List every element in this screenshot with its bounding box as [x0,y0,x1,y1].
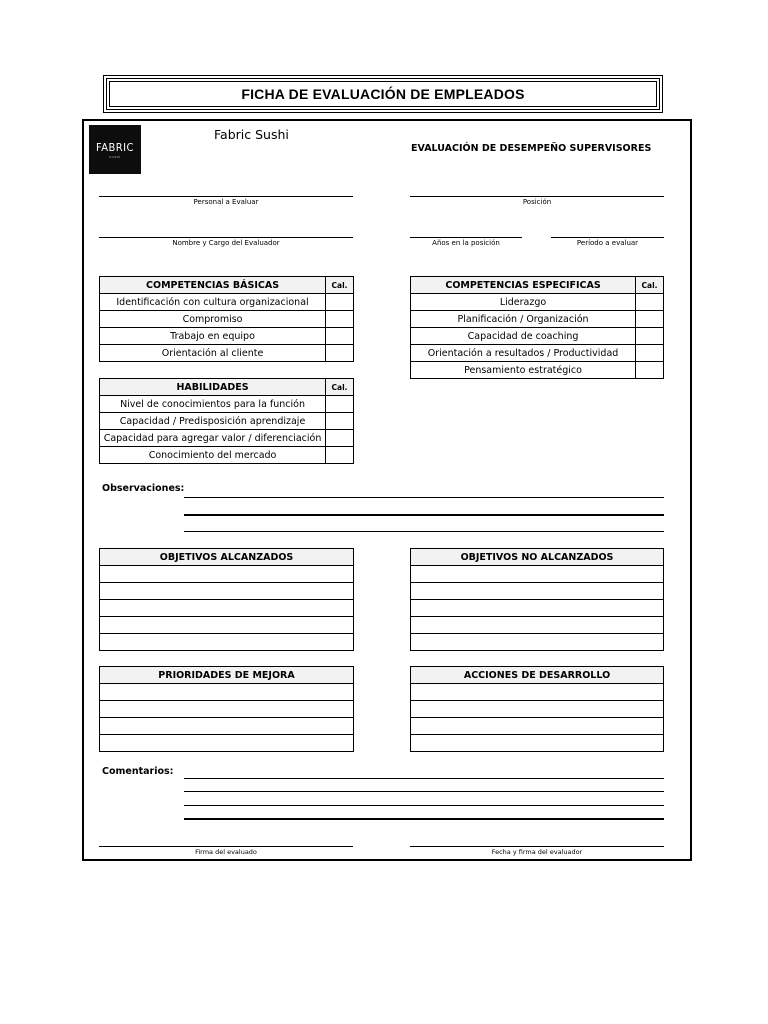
objective-entry[interactable] [100,583,354,600]
objective-entry[interactable] [100,566,354,583]
objective-entry[interactable] [411,600,664,617]
score-cell[interactable] [636,345,664,362]
table-row [411,684,664,701]
signature-evaluated-line[interactable] [99,846,353,847]
improvement-priorities-table [99,666,354,752]
skills-header: HABILIDADES [100,379,326,396]
objective-entry[interactable] [411,634,664,651]
table-row [100,396,354,413]
score-cell[interactable] [636,294,664,311]
years-line[interactable] [410,237,522,238]
competency-label: Compromiso [100,311,326,328]
table-row [411,583,664,600]
objectives-met-header: OBJETIVOS ALCANZADOS [100,549,354,566]
observations-line[interactable] [184,531,664,532]
table-row [411,362,664,379]
objective-entry[interactable] [411,583,664,600]
observations-line[interactable] [184,514,664,516]
competency-label: Identificación con cultura organizacional [100,294,326,311]
table-row [411,701,664,718]
table-row [411,617,664,634]
action-entry[interactable] [411,735,664,752]
table-row [100,735,354,752]
improvement-priorities-header: PRIORIDADES DE MEJORA [100,667,354,684]
objective-entry[interactable] [100,600,354,617]
signature-evaluated-label: Firma del evaluado [195,848,257,856]
table-row [411,311,664,328]
personal-label: Personal a Evaluar [193,198,259,206]
table-row [100,617,354,634]
position-line[interactable] [410,196,664,197]
objective-entry[interactable] [100,634,354,651]
observations-label: Observaciones: [102,483,185,494]
logo-subtext: SUSHI [109,154,121,159]
company-logo [89,125,141,174]
specific-competencies-table [410,276,664,379]
years-label: Años en la posición [432,239,500,247]
table-row [100,701,354,718]
development-actions-header: ACCIONES DE DESARROLLO [411,667,664,684]
skill-label: Capacidad / Predisposición aprendizaje [100,413,326,430]
competency-label: Trabajo en equipo [100,328,326,345]
priority-entry[interactable] [100,735,354,752]
cal-header: Cal. [326,277,354,294]
score-cell[interactable] [326,311,354,328]
table-row [411,566,664,583]
basic-competencies-table [99,276,354,362]
table-row [100,684,354,701]
table-row [100,413,354,430]
cal-header: Cal. [636,277,664,294]
specific-competencies-header: COMPETENCIAS ESPECIFICAS [411,277,636,294]
table-row [100,583,354,600]
form-title-box [103,75,663,113]
score-cell[interactable] [326,294,354,311]
competency-label: Planificación / Organización [411,311,636,328]
signature-evaluator-line[interactable] [410,846,664,847]
score-cell[interactable] [326,345,354,362]
score-cell[interactable] [636,328,664,345]
table-row [411,718,664,735]
table-row [100,328,354,345]
score-cell[interactable] [326,447,354,464]
table-row [100,311,354,328]
action-entry[interactable] [411,718,664,735]
table-row [411,600,664,617]
action-entry[interactable] [411,684,664,701]
priority-entry[interactable] [100,701,354,718]
comments-line[interactable] [184,805,664,806]
period-line[interactable] [551,237,664,238]
evaluator-label: Nombre y Cargo del Evaluador [172,239,280,247]
score-cell[interactable] [326,328,354,345]
observations-line[interactable] [184,497,664,498]
development-actions-table [410,666,664,752]
comments-label: Comentarios: [102,766,174,777]
score-cell[interactable] [326,413,354,430]
competency-label: Capacidad de coaching [411,328,636,345]
priority-entry[interactable] [100,718,354,735]
table-row [411,735,664,752]
cal-header: Cal. [326,379,354,396]
competency-label: Pensamiento estratégico [411,362,636,379]
evaluator-line[interactable] [99,237,353,238]
objective-entry[interactable] [100,617,354,634]
personal-line[interactable] [99,196,353,197]
score-cell[interactable] [326,430,354,447]
skill-label: Capacidad para agregar valor / diferenciación [100,430,326,447]
company-name: Fabric Sushi [214,127,289,142]
competency-label: Liderazgo [411,294,636,311]
form-title: FICHA DE EVALUACIÓN DE EMPLEADOS [241,86,525,102]
table-row [411,345,664,362]
skills-table [99,378,354,464]
table-row [100,294,354,311]
score-cell[interactable] [636,311,664,328]
period-label: Período a evaluar [576,239,639,247]
table-row [100,718,354,735]
comments-line[interactable] [184,791,664,792]
score-cell[interactable] [636,362,664,379]
objectives-unmet-header: OBJETIVOS NO ALCANZADOS [411,549,664,566]
objectives-met-table [99,548,354,651]
table-row [100,634,354,651]
competency-label: Orientación al cliente [100,345,326,362]
comments-line[interactable] [184,818,664,820]
objectives-unmet-table [410,548,664,651]
table-row [100,430,354,447]
comments-line[interactable] [184,778,664,779]
position-label: Posición [522,198,552,206]
table-row [100,600,354,617]
score-cell[interactable] [326,396,354,413]
priority-entry[interactable] [100,684,354,701]
skill-label: Conocimiento del mercado [100,447,326,464]
logo-text: FABRIC [96,140,134,154]
table-row [100,345,354,362]
form-subtitle: EVALUACIÓN DE DESEMPEÑO SUPERVISORES [411,143,652,154]
table-row [411,328,664,345]
basic-competencies-header: COMPETENCIAS BÁSICAS [100,277,326,294]
table-row [100,566,354,583]
table-row [100,447,354,464]
table-row [411,294,664,311]
competency-label: Orientación a resultados / Productividad [411,345,636,362]
objective-entry[interactable] [411,566,664,583]
table-row [411,634,664,651]
objective-entry[interactable] [411,617,664,634]
action-entry[interactable] [411,701,664,718]
skill-label: Nivel de conocimientos para la función [100,396,326,413]
signature-evaluator-label: Fecha y firma del evaluador [491,848,583,856]
